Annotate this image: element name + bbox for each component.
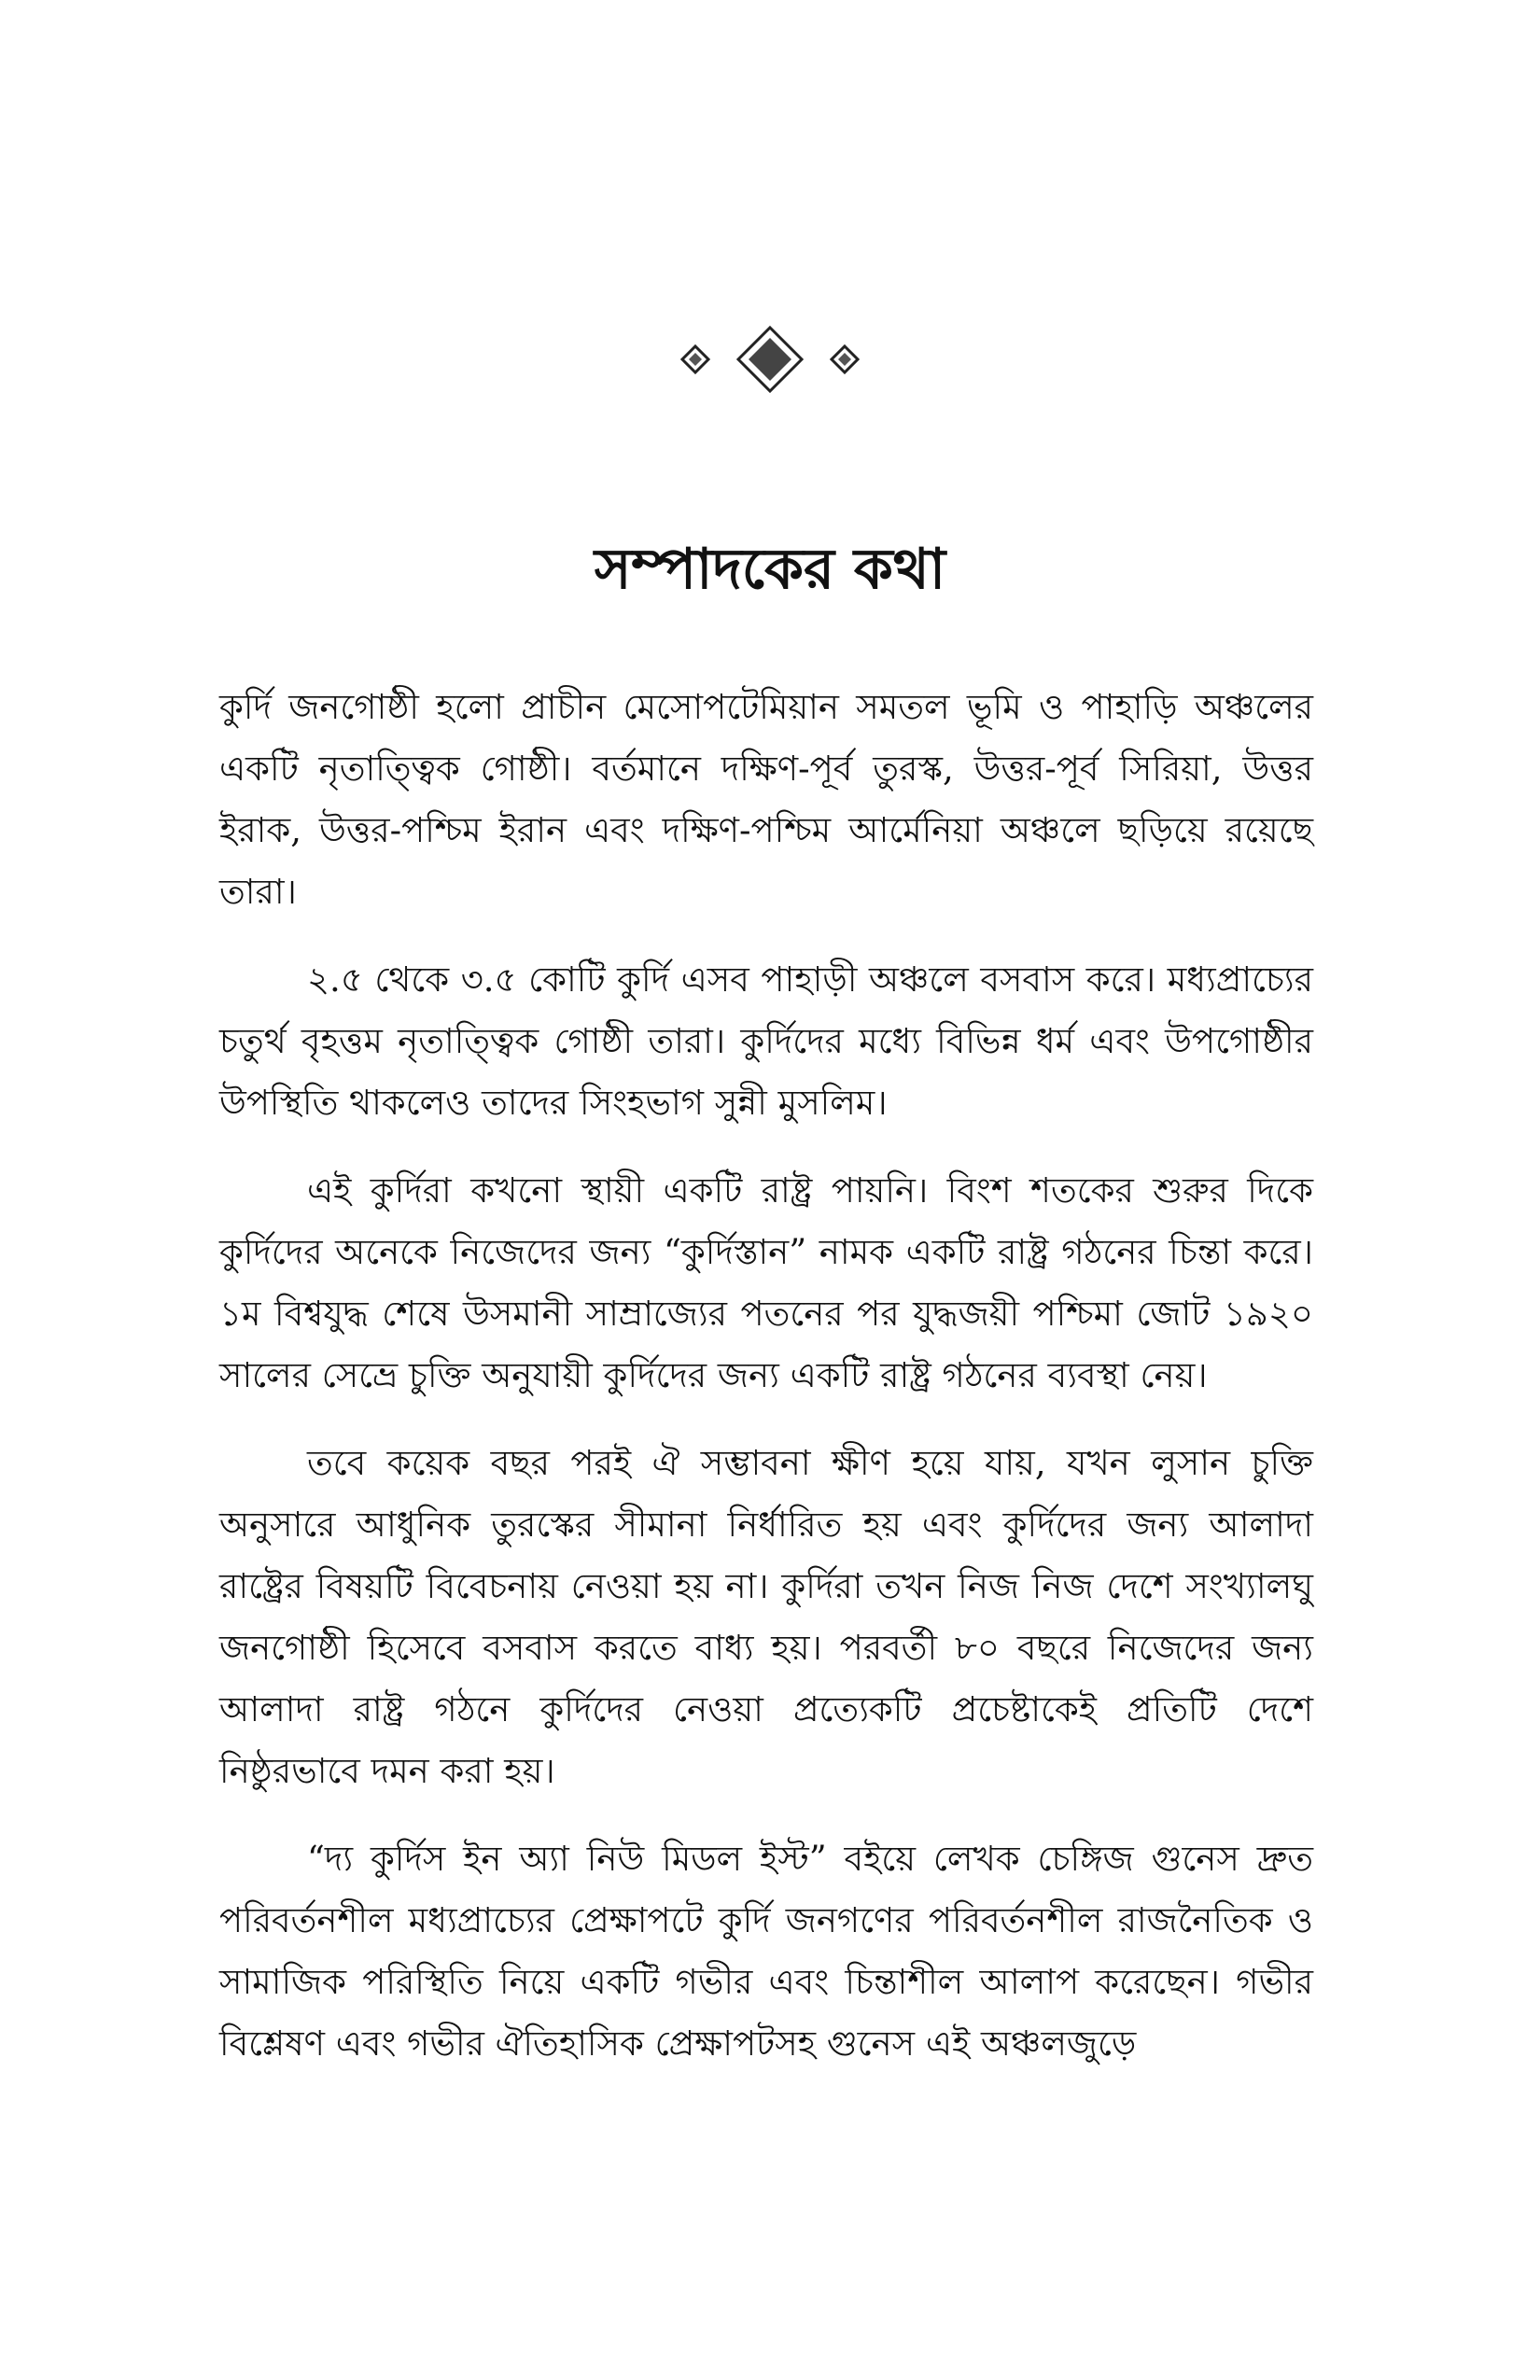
paragraph-1: কুর্দি জনগোষ্ঠী হলো প্রাচীন মেসোপটেমিয়ান সমতল ভূমি ও পাহাড়ি অঞ্চলের একটি নৃতাত্ত্বিক গোষ্ঠী। বর্তমানে দক্ষিণ-পূর্ব তুরস্ক, উত্তর-পূর্ব সিরিয়া, উত্তর ইরাক, উত্তর-পশ্চিম ইরান এবং দক্ষিণ-পশ্চিম আর্মেনিয়া অঞ্চলে ছড়িয়ে রয়েছে তারা। bbox=[219, 687, 1313, 912]
ornament-left-diamond-icon bbox=[682, 346, 708, 372]
ornament-right-diamond-icon bbox=[832, 346, 858, 372]
ornament-center-diamond-icon bbox=[738, 328, 802, 391]
body-text bbox=[219, 677, 1313, 2101]
diamond-ornament-icon bbox=[0, 317, 1540, 401]
paragraph-4: তবে কয়েক বছর পরই ঐ সম্ভাবনা ক্ষীণ হয়ে যায়, যখন লুসান চুক্তি অনুসারে আধুনিক তুরস্কের সীমানা নির্ধারিত হয় এবং কুর্দিদের জন্য আলাদা রাষ্ট্রের বিষয়টি বিবেচনায় নেওয়া হয় না। কুর্দিরা তখন নিজ নিজ দেশে সংখ্যালঘু জনগোষ্ঠী হিসেবে বসবাস করতে বাধ্য হয়। পরবর্তী ৮০ বছরে নিজেদের জন্য আলাদা রাষ্ট্র গঠনে কুর্দিদের নেওয়া প্রত্যেকটি প্রচেষ্টাকেই প্রতিটি দেশে নিষ্ঠুরভাবে দমন করা হয়। bbox=[219, 1443, 1313, 1791]
paragraph-2: ২.৫ থেকে ৩.৫ কোটি কুর্দি এসব পাহাড়ী অঞ্চলে বসবাস করে। মধ্যপ্রাচ্যের চতুর্থ বৃহত্তম নৃতাত্ত্বিক গোষ্ঠী তারা। কুর্দিদের মধ্যে বিভিন্ন ধর্ম এবং উপগোষ্ঠীর উপস্থিতি থাকলেও তাদের সিংহভাগ সুন্নী মুসলিম। bbox=[219, 959, 1313, 1123]
page-title: সম্পাদকের কথা bbox=[594, 537, 946, 602]
paragraph-3: এই কুর্দিরা কখনো স্থায়ী একটি রাষ্ট্র পায়নি। বিংশ শতকের শুরুর দিকে কুর্দিদের অনেকে নিজেদের জন্য “কুর্দিস্তান” নামক একটি রাষ্ট্র গঠনের চিন্তা করে। ১ম বিশ্বযুদ্ধ শেষে উসমানী সাম্রাজ্যের পতনের পর যুদ্ধজয়ী পশ্চিমা জোট ১৯২০ সালের সেভ্রে চুক্তি অনুযায়ী কুর্দিদের জন্য একটি রাষ্ট্র গঠনের ব্যবস্থা নেয়। bbox=[219, 1170, 1313, 1395]
paragraph-5: “দ্য কুর্দিস ইন অ্যা নিউ মিডল ইস্ট” বইয়ে লেখক চেঙ্গিজ গুনেস দ্রুত পরিবর্তনশীল মধ্যপ্রাচ্যের প্রেক্ষাপটে কুর্দি জনগণের পরিবর্তনশীল রাজনৈতিক ও সামাজিক পরিস্থিতি নিয়ে একটি গভীর এবং চিন্তাশীল আলাপ করেছেন। গভীর বিশ্লেষণ এবং গভীর ঐতিহাসিক প্রেক্ষাপটসহ গুনেস এই অঞ্চলজুড়ে bbox=[219, 1839, 1313, 2064]
ornament-svg bbox=[667, 322, 873, 397]
